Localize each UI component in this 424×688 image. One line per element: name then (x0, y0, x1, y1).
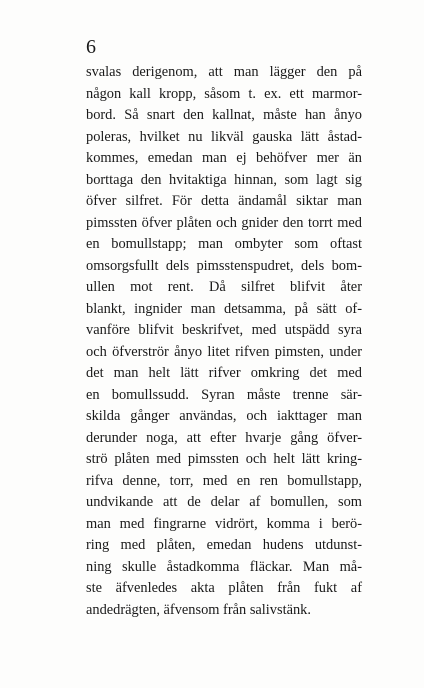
text-line: ste äfvenledes akta plåten från fukt af (86, 580, 362, 596)
text-line: bord. Så snart den kallnat, måste han ånyo (86, 107, 362, 123)
text-line: öfver silfret. För detta ändamål siktar man (86, 193, 362, 209)
text-line: derunder noga, att efter hvarje gång öfver- (86, 429, 362, 446)
page-number: 6 (86, 36, 96, 58)
text-line: skilda gånger användas, och iakttager man (86, 408, 362, 424)
text-line: ning skulle åstadkomma fläckar. Man må- (86, 558, 362, 575)
text-line: ring med plåten, emedan hudens utdunst- (86, 537, 362, 553)
text-line: pimssten öfver plåten och gnider den torrt med (86, 214, 362, 231)
text-line: en bomullssudd. Syran måste trenne sär- (86, 386, 362, 403)
text-line: en bomullstapp; man ombyter som oftast (86, 236, 362, 252)
text-line: poleras, hvilket nu likväl gauska lätt åstad- (86, 128, 362, 145)
text-line: svalas derigenom, att man lägger den på (86, 64, 362, 80)
text-line: vanföre blifvit beskrifvet, med utspädd syra (86, 322, 362, 338)
text-line: och öfverströr ånyo litet rifven pimsten, under (86, 343, 362, 360)
text-line: andedrägten, äfvensom från salivstänk. (86, 601, 311, 618)
body-text (86, 62, 362, 621)
text-line: strö plåten med pimssten och helt lätt kring- (86, 451, 362, 467)
text-line: man med fingrarne vidrört, komma i berö- (86, 515, 362, 532)
text-line: borttaga den hvitaktiga hinnan, som lagt sig (86, 171, 362, 188)
text-line: det man helt lätt rifver omkring det med (86, 365, 362, 381)
text-line: rifva denne, torr, med en ren bomullstapp, (86, 472, 362, 489)
text-line: undvikande att de delar af bomullen, som (86, 494, 362, 510)
text-line: omsorgsfullt dels pimsstenspudret, dels bom- (86, 257, 362, 274)
text-line: ullen mot rent. Då silfret blifvit åter (86, 279, 362, 295)
text-line: kommes, emedan man ej behöfver mer än (86, 150, 362, 166)
text-line: någon kall kropp, såsom t. ex. ett marmor- (86, 85, 362, 102)
text-line: blankt, ingnider man detsamma, på sätt of- (86, 300, 362, 317)
